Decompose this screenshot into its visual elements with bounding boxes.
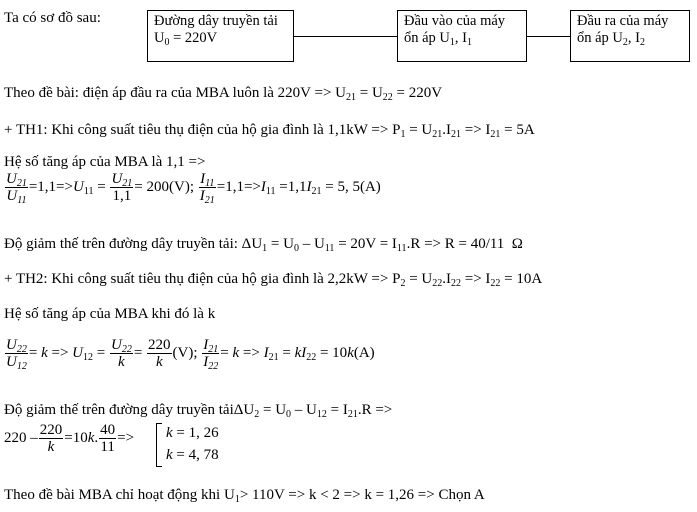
box1-title: Đường dây truyền tải — [154, 13, 278, 29]
text-line-3: Hệ số tăng áp của MBA là 1,1 => — [4, 154, 206, 170]
text-line-5: Độ giảm thế trên đường dây truyền tải: $\Delta U_1 = U_0 - U_{11} = 20V = I_{11}.R => R = 40/11$ Ω — [4, 236, 523, 254]
connector-line-1 — [294, 36, 397, 37]
box2-title: Đầu vào của máy — [404, 13, 506, 29]
text-line-11: Theo đề bài MBA chỉ hoạt động khi $U_1> 110V => k < 2 => k = 1,26$ => Chọn A — [4, 487, 485, 505]
regulator-input-box — [397, 10, 527, 62]
intro-text: Ta có sơ đồ sau: — [4, 10, 101, 26]
text-line-1: Theo đề bài: điện áp đầu ra của MBA luôn là $220V => U_{21} = U_{22} = 220V$ — [4, 85, 443, 103]
system-bracket — [156, 423, 162, 467]
equation-line-10: 220 – $\frac{220}{k}$ =10k. $\frac{40}{11}$ => — [4, 422, 135, 455]
equation-line-8: $\frac{U_{22}}{U_{12}}$ = $k => U_{12}$ = $\frac{U_{22}}{k}$ = $\frac{220}{k}$ (V); $\frac{I_{21}}{I_{22}}$ = $k => I_{21} = kI_{22} = 10k(A)$ — [6, 337, 375, 372]
transmission-line-box — [147, 10, 294, 62]
solution-k1: k = 1, 26 — [166, 425, 219, 441]
box3-title: Đầu ra của máy — [577, 13, 669, 29]
text-line-2: + TH1: Khi công suất tiêu thụ điện của hộ gia đình là $1,1kW => P_1 = U_{21}.I_{21} => I_{21} = 5A$ — [4, 122, 535, 140]
equation-line-4: $\frac{U_{21}}{U_{11}}$ $=1,1=>U_{11}$ = $\frac{U_{21}}{1,1}$ = 200(V); $\frac{I_{11}}{I_{21}}$ $=1,1=>I_{11} =1,1I_{21} = 5$, 5(A) — [6, 171, 381, 206]
box2-values: ổn áp $U_1$, $I_1$ — [404, 30, 473, 48]
box1-voltage: $U_0 = 220V$ — [154, 30, 218, 48]
connector-line-2 — [527, 36, 570, 37]
text-line-9: Độ giảm thế trên đường dây truyền tảiΔU$_2$ = $U_0 - U_{12} = I_{21}.R$ => — [4, 402, 393, 420]
box3-values: ổn áp $U_2$, $I_2$ — [577, 30, 646, 48]
text-line-6: + TH2: Khi công suất tiêu thụ điện của hộ gia đình là $2,2kW => P_2 = U_{22}.I_{22} => I_{22} = 10A$ — [4, 271, 543, 289]
text-line-7: Hệ số tăng áp của MBA khi đó là k — [4, 306, 216, 322]
solution-k2: k = 4, 78 — [166, 447, 219, 463]
regulator-output-box — [570, 10, 690, 62]
